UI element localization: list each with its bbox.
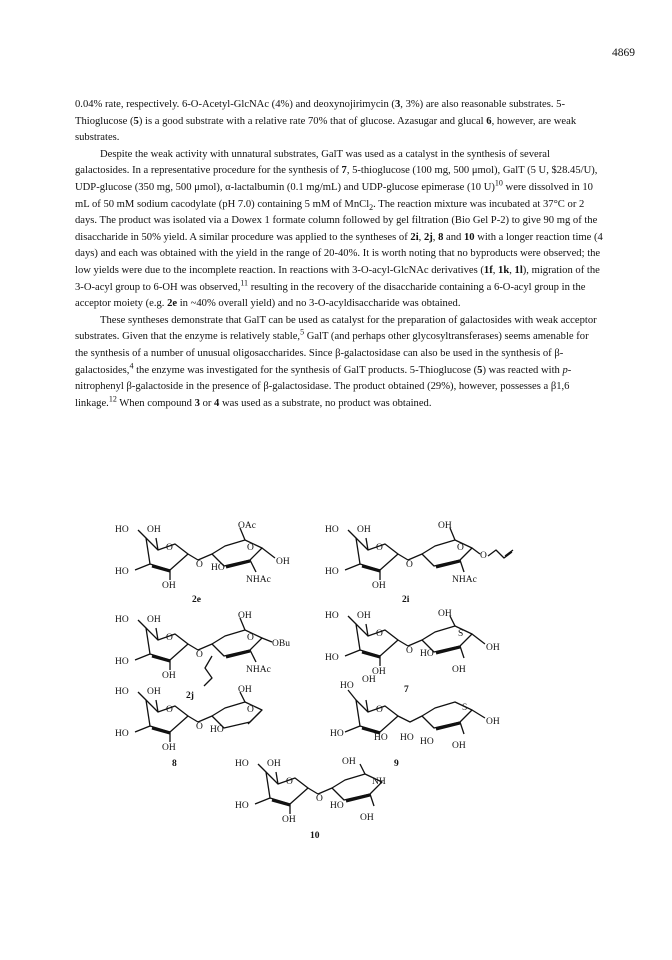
label-ho: HO (420, 649, 434, 659)
label-ho: HO (325, 611, 339, 621)
paragraph-2: Despite the weak activity with unnatural substrates, GalT was used as a catalyst in the synthesis of several galactosides. In a representative procedure for the synthesis of 7, 5-thioglucose (100 mg, 500 μmol), GalT (5 U, $28.45/U), UDP-glucose (350 mg, 500 μmol), α-lactalbumin (0.1 mg/mL) and UDP-glucose epimerase (10 U)$^{10}$ were dissolved in 10 mL of 50 mM sodium cacodylate (pH 7.0) containing 5 mM of MnCl$_2$. The reaction mixture was incubated at 37°C or 2 days. The product was isolated via a Dowex 1 formate column followed by gel filtration (Bio Gel P-2) to give 90 mg of the disaccharide in 50% yield. A similar procedure was applied to the syntheses of 2i, 2j, 8 and 10 with a longer reaction time (4 days) and each was obtained with the yield in the range of 20-40%. It is worth noting that no byproducts were observed; the low yields were due to the incomplete reaction. In reactions with 3-O-acyl-GlcNAc derivatives (1f, 1k, 1l), migration of the 3-O-acyl group to 6-OH was observed,$^{11}$ resulting in the recovery of the disaccharide containing a 6-O-acyl group in the acceptor moiety (e.g. 2e in ~40% overall yield) and no 3-O-acyldisaccharide was obtained. (75, 148, 603, 310)
label-o: O (376, 543, 383, 553)
article-body (75, 97, 603, 412)
label-oh: OH (486, 717, 500, 727)
compound-number: 2i (402, 595, 410, 605)
label-nh: NH (372, 777, 386, 787)
label-ho: HO (115, 729, 129, 739)
label-oh: OH (372, 581, 386, 591)
label-oh: OH (147, 525, 161, 535)
label-ho: HO (400, 733, 414, 743)
label-ho: HO (374, 733, 388, 743)
label-obu: OBu (272, 639, 290, 649)
label-o: O (196, 650, 203, 660)
label-ho: HO (325, 567, 339, 577)
label-nhac: NHAc (246, 575, 271, 585)
label-oh: OH (147, 615, 161, 625)
label-oh: OH (267, 759, 281, 769)
label-s: S (462, 703, 468, 713)
label-ho: HO (235, 759, 249, 769)
label-oh: OH (238, 611, 252, 621)
label-o: O (406, 560, 413, 570)
structure-10 (235, 757, 386, 840)
label-o: O (166, 705, 173, 715)
label-ho: HO (340, 681, 354, 691)
paragraph-3: These syntheses demonstrate that GalT can be used as catalyst for the preparation of galactosides with weak acceptor substrates. Given that the enzyme is relatively stable,$^5$ GalT (and perhaps other glycosyltransferases) seems amenable for the synthesis of a number of unusual oligosaccharides. Since β-galactosidase can also be used in the synthesis of β-galactosides,$^4$ the enzyme was investigated for the synthesis of GalT products. 5-Thioglucose (5) was reacted with p-nitrophenyl β-galactoside in the presence of β-galactosidase. The product obtained (29%), however, possesses a β1,6 linkage.$^{12}$ When compound 3 or 4 was used as a substrate, no product was obtained. (75, 314, 597, 409)
label-ho: HO (330, 801, 344, 811)
label-o: O (247, 633, 254, 643)
label-ho: HO (115, 687, 129, 697)
label-oh: OH (162, 671, 176, 681)
compound-number: 10 (310, 831, 320, 840)
label-ho: HO (210, 725, 224, 735)
label-oh: OH (238, 685, 252, 695)
label-ho: HO (325, 525, 339, 535)
label-oh: OH (360, 813, 374, 823)
label-ho: HO (420, 737, 434, 747)
label-o: O (480, 551, 487, 561)
label-oh: OH (452, 741, 466, 751)
label-o: O (196, 560, 203, 570)
label-o: O (376, 705, 383, 715)
label-nhac: NHAc (452, 575, 477, 585)
label-ho: HO (330, 729, 344, 739)
label-oh: OH (486, 643, 500, 653)
label-ho: HO (115, 525, 129, 535)
structure-2j (115, 611, 290, 701)
label-ho: HO (211, 563, 225, 573)
label-ho: HO (235, 801, 249, 811)
label-o: O (166, 633, 173, 643)
compound-number: 2j (186, 691, 194, 701)
label-o: O (376, 629, 383, 639)
label-oh: OH (162, 743, 176, 753)
structure-9 (330, 675, 500, 769)
page-number: 4869 (612, 47, 635, 59)
label-nhac: NHAc (246, 665, 271, 675)
label-oh: OH (276, 557, 290, 567)
label-o: O (166, 543, 173, 553)
compound-number: 2e (192, 595, 201, 605)
label-s: S (458, 629, 464, 639)
label-o: O (286, 777, 293, 787)
structures-figure (0, 520, 672, 840)
label-ho: HO (115, 615, 129, 625)
label-ho: HO (115, 567, 129, 577)
label-oh: OH (452, 665, 466, 675)
label-oh: OH (438, 521, 452, 531)
label-oh: OH (147, 687, 161, 697)
label-o: O (247, 543, 254, 553)
label-o: O (457, 543, 464, 553)
structure-2e (115, 521, 290, 605)
label-oh: OH (357, 611, 371, 621)
label-oh: OH (357, 525, 371, 535)
label-o: O (316, 794, 323, 804)
compound-number: 8 (172, 759, 177, 769)
label-oh: OH (372, 667, 386, 677)
label-o: O (196, 722, 203, 732)
label-oh: OH (438, 609, 452, 619)
label-oh: OH (282, 815, 296, 825)
compound-number: 7 (404, 685, 409, 695)
label-ho: HO (115, 657, 129, 667)
label-oac: OAc (238, 521, 256, 531)
label-oh: OH (162, 581, 176, 591)
compound-number: 9 (394, 759, 399, 769)
label-o: O (247, 705, 254, 715)
label-oh: OH (342, 757, 356, 767)
structure-2i (325, 521, 513, 605)
label-o: O (406, 646, 413, 656)
label-ho: HO (325, 653, 339, 663)
structures-svg (0, 520, 672, 840)
label-oh: OH (362, 675, 376, 685)
paragraph-1: 0.04% rate, respectively. 6-O-Acetyl-GlcNAc (4%) and deoxynojirimycin (3, 3%) are also reasonable substrates. 5-Thioglucose (5) is a good substrate with a relative rate 70% that of glucose. Azasugar and glucal 6, however, are weak substrates. (75, 99, 577, 144)
